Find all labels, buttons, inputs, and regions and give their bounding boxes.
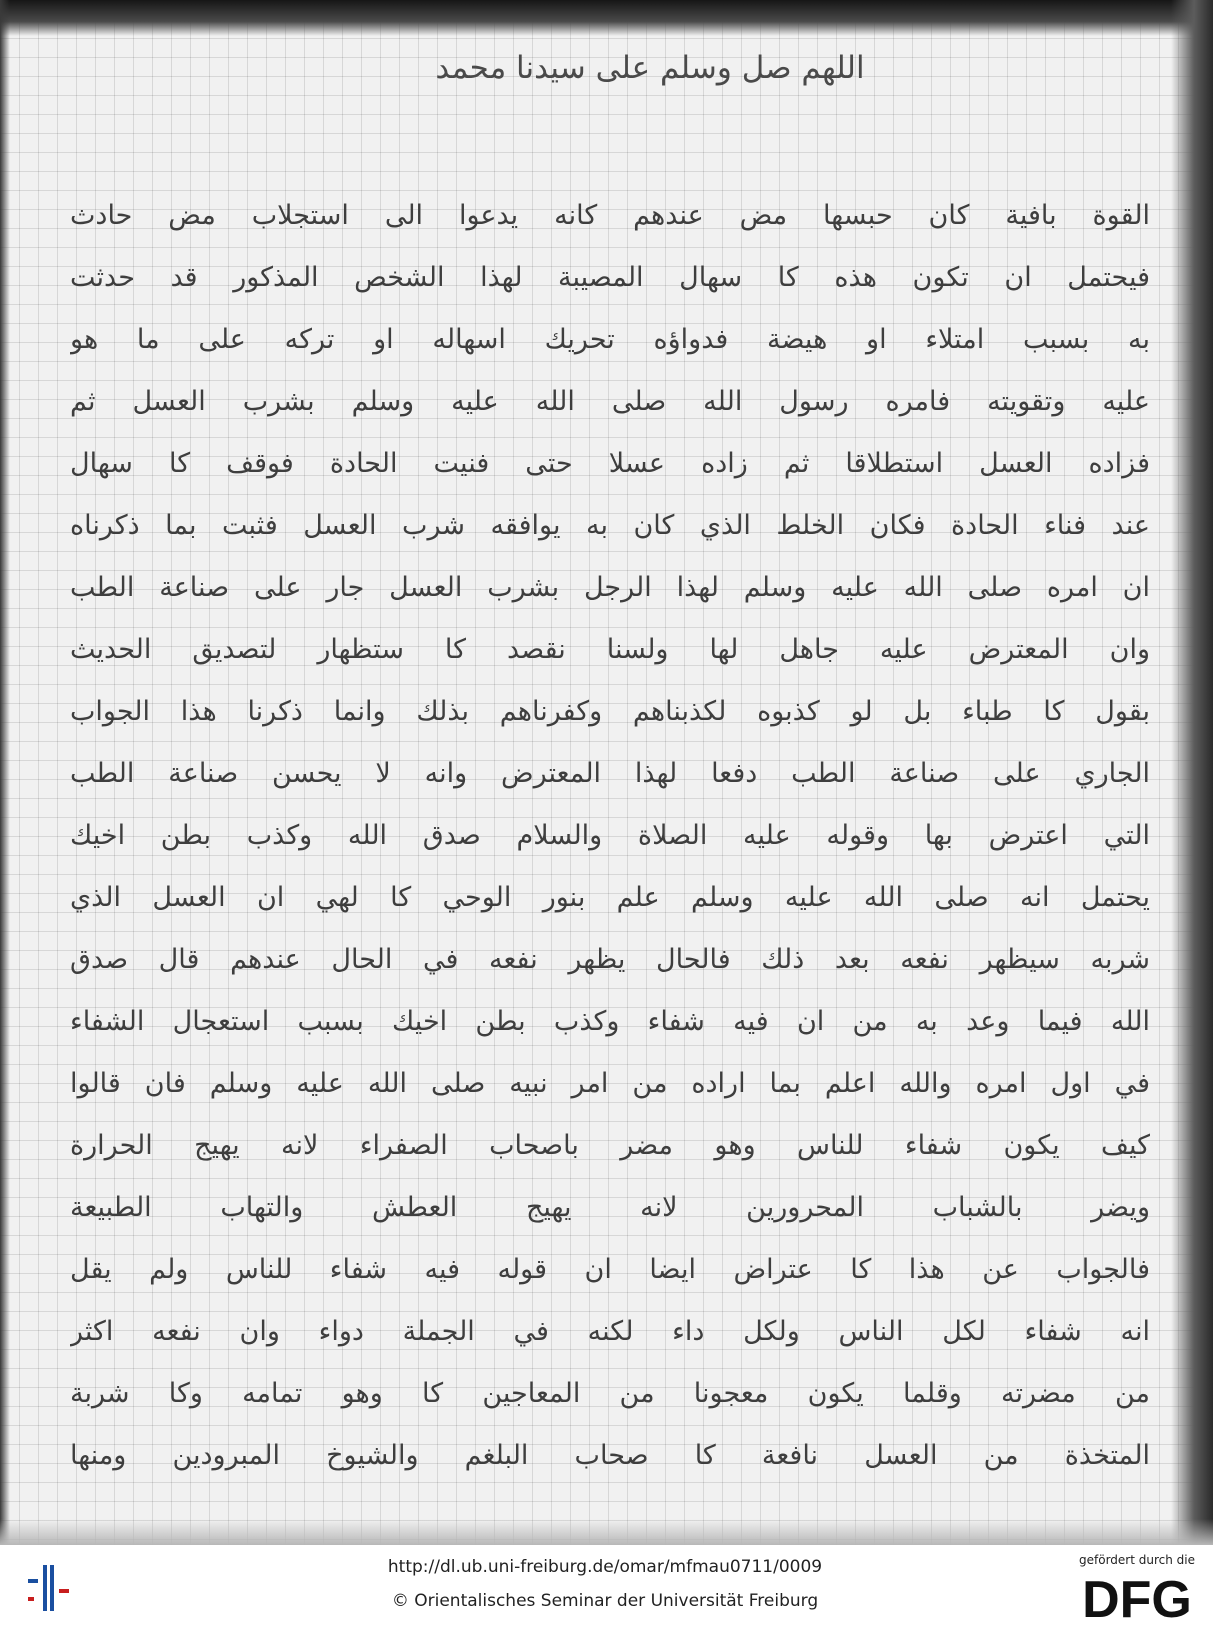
manuscript-line: بقول كا طباء بل لو كذبوه لكذبناهم وكفرناهم بذلك وانما ذكرنا هذا الجواب bbox=[70, 696, 1150, 727]
manuscript-line: عليه وتقويته فامره رسول الله صلى الله عليه وسلم بشرب العسل ثم bbox=[70, 386, 1150, 417]
manuscript-line: فيحتمل ان تكون هذه كا سهال المصيبة لهذا الشخص المذكور قد حدثت bbox=[70, 262, 1150, 293]
manuscript-line: شربه سيظهر نفعه بعد ذلك فالحال يظهر نفعه في الحال عندهم قال صدق bbox=[70, 944, 1150, 975]
manuscript-line: وان المعترض عليه جاهل لها ولسنا نقصد كا ستظهار لتصديق الحديث bbox=[70, 634, 1150, 665]
manuscript-line: فالجواب عن هذا كا عتراض ايضا ان قوله فيه شفاء للناس ولم يقل bbox=[70, 1254, 1150, 1285]
manuscript-line: عند فناء الحادة فكان الخلط الذي كان به يوافقه شرب العسل فثبت بما ذكرناه bbox=[70, 510, 1150, 541]
manuscript-line: المتخذة من العسل نافعة كا صحاب البلغم والشيوخ المبرودين ومنها bbox=[70, 1440, 1150, 1471]
manuscript-line: يحتمل انه صلى الله عليه وسلم علم بنور الوحي كا لهي ان العسل الذي bbox=[70, 882, 1150, 913]
scan-bottom-edge bbox=[0, 1519, 1213, 1545]
manuscript-line: كيف يكون شفاء للناس وهو مضر باصحاب الصفراء لانه يهيج الحرارة bbox=[70, 1130, 1150, 1161]
scan-right-edge bbox=[1171, 0, 1213, 1545]
dfg-logo-text: DFG bbox=[1082, 1571, 1192, 1623]
manuscript-line: ان امره صلى الله عليه وسلم لهذا الرجل بشرب العسل جار على صناعة الطب bbox=[70, 572, 1150, 603]
manuscript-line: التي اعترض بها وقوله عليه الصلاة والسلام صدق الله وكذب بطن اخيك bbox=[70, 820, 1150, 851]
manuscript-heading: اللهم صل وسلم على سيدنا محمد bbox=[435, 50, 865, 86]
manuscript-line: الله فيما وعد به من ان فيه شفاء وكذب بطن اخيك بسبب استعجال الشفاء bbox=[70, 1006, 1150, 1037]
dfg-caption: gefördert durch die bbox=[1079, 1553, 1195, 1567]
scan-left-edge bbox=[0, 0, 10, 1545]
scan-top-edge bbox=[0, 0, 1213, 36]
manuscript-line: من مضرته وقلما يكون معجونا من المعاجين كا وهو تمامه وكا شربة bbox=[70, 1378, 1150, 1409]
manuscript-line: في اول امره والله اعلم بما اراده من امر نبيه صلى الله عليه وسلم فان قالوا bbox=[70, 1068, 1150, 1099]
footer-copyright: © Orientalisches Seminar der Universität Freiburg bbox=[391, 1591, 819, 1611]
manuscript-line: انه شفاء لكل الناس ولكل داء لكنه في الجملة دواء وان نفعه اكثر bbox=[70, 1316, 1150, 1347]
manuscript-line: فزاده العسل استطلاقا ثم زاده عسلا حتى فنيت الحادة فوقف كا سهال bbox=[70, 448, 1150, 479]
dfg-logo-icon bbox=[1072, 1571, 1202, 1623]
manuscript-line: الجاري على صناعة الطب دفعا لهذا المعترض وانه لا يحسن صناعة الطب bbox=[70, 758, 1150, 789]
library-logo-icon bbox=[20, 1557, 76, 1617]
manuscript-line: به بسبب امتلاء او هيضة فدواؤه تحريك اسهاله او تركه على ما هو bbox=[70, 324, 1150, 355]
footer-bar bbox=[0, 1545, 1213, 1627]
manuscript-line: ويضر بالشباب المحرورين لانه يهيج العطش والتهاب الطبيعة bbox=[70, 1192, 1150, 1223]
footer-url-link[interactable]: http://dl.ub.uni-freiburg.de/omar/mfmau0711/0009 bbox=[387, 1557, 823, 1577]
manuscript-line: القوة بافية كان حبسها مض عندهم كانه يدعوا الى استجلاب مض حادث bbox=[70, 200, 1150, 231]
